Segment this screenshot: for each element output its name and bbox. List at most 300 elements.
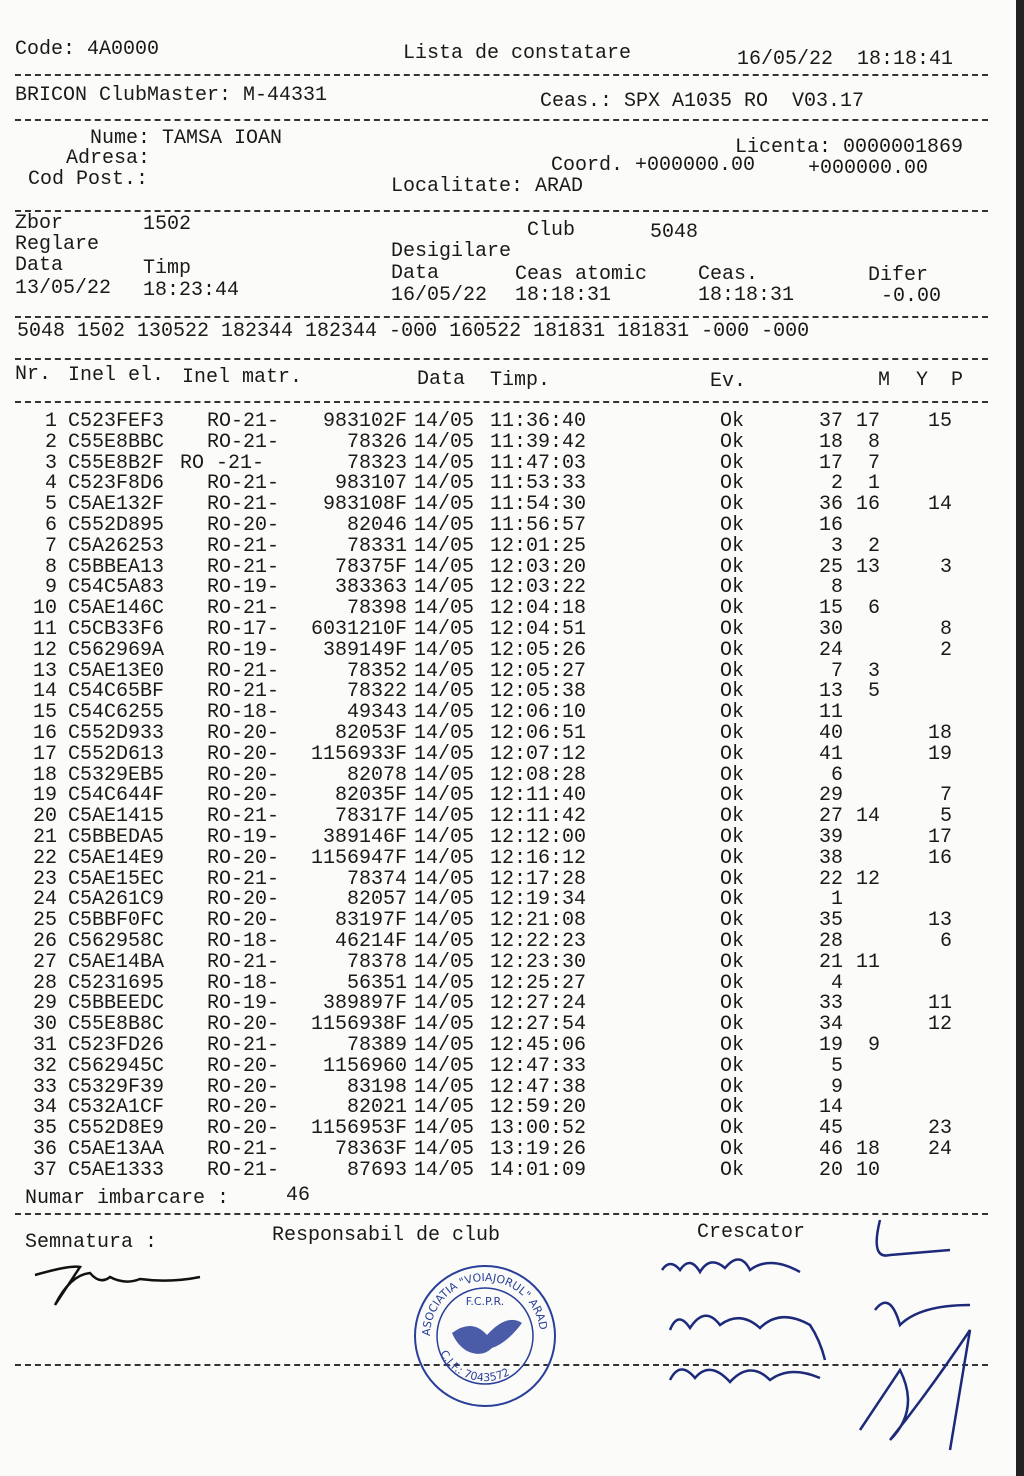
row-time: 12:21:08 (490, 909, 587, 933)
row-inel-number: 46214F (334, 930, 407, 953)
row-nr: 18 (32, 763, 57, 787)
row-m: 39 (818, 826, 843, 849)
row-inel-el: C5AE132F (68, 493, 165, 517)
row-nr: 31 (32, 1034, 57, 1057)
document-title: Lista de constatare (403, 42, 632, 65)
row-y: 10 (855, 1158, 880, 1182)
row-nr: 33 (32, 1075, 57, 1099)
table-row (0, 1077, 1000, 1098)
stamp-middle-text: F.C.P.R. (465, 1295, 505, 1308)
row-m: 7 (830, 659, 843, 683)
row-nr: 20 (32, 805, 57, 829)
row-nr: 7 (44, 534, 57, 558)
table-row (0, 702, 1000, 723)
row-y: 11 (855, 950, 880, 974)
row-date: 14/05 (414, 1054, 475, 1078)
row-inel-el: C5AE1333 (68, 1158, 165, 1182)
crescator-label: Crescator (697, 1221, 806, 1244)
col-ev: Ev. (710, 370, 747, 393)
row-date: 14/05 (414, 950, 475, 974)
table-row (0, 1056, 1000, 1077)
table-row (0, 640, 1000, 661)
desigilare-label: Desigilare (391, 240, 512, 263)
row-inel-matr: RO-21- (207, 659, 280, 683)
row-inel-number: 383363 (334, 576, 407, 600)
row-inel-el: C552D895 (68, 514, 165, 537)
row-inel-el: C532A1CF (68, 1096, 165, 1120)
row-inel-el: C5CB33F6 (68, 618, 165, 641)
row-nr: 29 (32, 992, 57, 1016)
row-nr: 19 (32, 784, 57, 808)
row-m: 16 (818, 514, 843, 537)
row-status: Ok (720, 1138, 745, 1161)
stamp-bottom-text: C.I.F.: 7043572 (437, 1347, 512, 1385)
row-inel-number: 78398 (346, 597, 407, 621)
row-y: 13 (855, 555, 880, 579)
row-inel-el: C5BBEEDC (68, 992, 165, 1016)
row-nr: 1 (44, 410, 57, 433)
row-time: 12:05:26 (490, 638, 587, 662)
row-m: 3 (830, 534, 843, 558)
row-inel-number: 56351 (346, 971, 407, 995)
locality: Localitate: ARAD (391, 175, 584, 198)
row-y: 9 (867, 1034, 880, 1057)
row-inel-matr: RO-21- (207, 805, 280, 829)
row-p: 16 (927, 846, 952, 870)
row-inel-el: C54C644F (68, 784, 165, 808)
flight-label: Zbor (15, 212, 64, 235)
clock-time: 18:18:31 (698, 284, 795, 307)
row-status: Ok (720, 410, 745, 433)
raw-data-line: 5048 1502 130522 182344 182344 -000 160522 181831 181831 -000 -000 (17, 320, 810, 343)
row-date: 14/05 (414, 867, 475, 891)
row-status: Ok (720, 909, 745, 933)
row-status: Ok (720, 888, 745, 912)
row-p: 13 (927, 909, 952, 933)
row-y: 1 (867, 472, 880, 496)
row-nr: 17 (32, 742, 57, 766)
row-nr: 27 (32, 950, 57, 974)
row-inel-matr: RO-20- (207, 846, 280, 870)
row-inel-matr: RO-20- (207, 1096, 280, 1120)
row-inel-matr: RO-20- (207, 742, 280, 766)
row-inel-number: 82053F (334, 722, 407, 745)
row-time: 12:27:24 (490, 992, 587, 1016)
row-nr: 30 (32, 1013, 57, 1037)
row-inel-matr: RO-21- (207, 597, 280, 621)
row-m: 30 (818, 618, 843, 641)
row-time: 12:23:30 (490, 950, 587, 974)
row-inel-number: 983107 (334, 472, 407, 496)
row-date: 14/05 (414, 1013, 475, 1037)
row-time: 12:04:51 (490, 618, 587, 641)
row-inel-matr: RO-21- (207, 950, 280, 974)
row-time: 12:12:00 (490, 826, 587, 849)
row-date: 14/05 (414, 534, 475, 558)
table-row (0, 889, 1000, 910)
row-m: 5 (830, 1054, 843, 1078)
row-inel-el: C54C65BF (68, 680, 165, 704)
row-time: 12:45:06 (490, 1034, 587, 1057)
table-row (0, 952, 1000, 973)
row-nr: 23 (32, 867, 57, 891)
row-y: 7 (867, 451, 880, 475)
row-date: 14/05 (414, 1158, 475, 1182)
row-time: 12:01:25 (490, 534, 587, 558)
row-nr: 13 (32, 659, 57, 683)
row-m: 41 (818, 742, 843, 766)
col-nr: Nr. (15, 363, 52, 386)
row-inel-el: C562958C (68, 930, 165, 953)
row-date: 14/05 (414, 805, 475, 829)
row-inel-matr: RO-21- (207, 1158, 280, 1182)
row-time: 12:47:33 (490, 1054, 587, 1078)
diff-label: Difer (868, 264, 929, 287)
owner-name: Nume: TAMSA IOAN (90, 127, 283, 150)
table-row (0, 1035, 1000, 1056)
row-inel-matr: RO-20- (207, 514, 280, 537)
row-date: 14/05 (414, 576, 475, 600)
row-inel-el: C5BBEA13 (68, 555, 165, 579)
row-time: 12:25:27 (490, 971, 587, 995)
row-m: 24 (818, 638, 843, 662)
row-inel-matr: RO-20- (207, 1075, 280, 1099)
row-inel-matr: RO-20- (207, 784, 280, 808)
row-status: Ok (720, 472, 745, 496)
row-nr: 34 (32, 1096, 57, 1120)
signature-label: Semnatura : (25, 1231, 158, 1254)
row-inel-el: C552D933 (68, 722, 165, 745)
row-inel-matr: RO-21- (207, 472, 280, 496)
row-inel-number: 78323 (346, 451, 407, 475)
row-y: 6 (867, 597, 880, 621)
table-row (0, 411, 1000, 432)
row-p: 19 (927, 742, 952, 766)
row-y: 2 (867, 534, 880, 558)
row-status: Ok (720, 722, 745, 745)
row-inel-number: 82078 (346, 763, 407, 787)
row-status: Ok (720, 992, 745, 1016)
coordinates-2: +000000.00 (808, 157, 929, 180)
col-timp: Timp. (490, 369, 551, 392)
row-status: Ok (720, 763, 745, 787)
atomic-clock-label: Ceas atomic (515, 263, 648, 286)
reglare-label: Reglare (15, 233, 100, 256)
row-status: Ok (720, 451, 745, 475)
row-time: 12:17:28 (490, 867, 587, 891)
row-m: 28 (818, 930, 843, 953)
row-inel-el: C5AE13E0 (68, 659, 165, 683)
row-time: 12:22:23 (490, 930, 587, 953)
row-inel-number: 78374 (346, 867, 407, 891)
table-row (0, 931, 1000, 952)
desig-date-label: Data (391, 262, 440, 285)
row-inel-el: C5AE15EC (68, 867, 165, 891)
row-time: 11:53:33 (490, 472, 587, 496)
row-time: 11:39:42 (490, 430, 587, 454)
row-status: Ok (720, 1096, 745, 1120)
row-status: Ok (720, 555, 745, 579)
table-row (0, 723, 1000, 744)
row-time: 12:04:18 (490, 597, 587, 621)
row-inel-el: C55E8B8C (68, 1013, 165, 1037)
row-m: 17 (818, 451, 843, 475)
row-status: Ok (720, 534, 745, 558)
row-inel-el: C562945C (68, 1054, 165, 1078)
row-status: Ok (720, 680, 745, 704)
row-p: 12 (927, 1013, 952, 1037)
table-row (0, 453, 1000, 474)
row-status: Ok (720, 950, 745, 974)
row-time: 12:03:20 (490, 555, 587, 579)
table-row (0, 557, 1000, 578)
row-inel-number: 78326 (346, 430, 407, 454)
row-inel-matr: RO-21- (207, 493, 280, 517)
row-time: 12:05:27 (490, 659, 587, 683)
divider (15, 74, 988, 76)
row-inel-el: C5A261C9 (68, 888, 165, 912)
col-p: P (951, 369, 964, 392)
row-nr: 37 (32, 1158, 57, 1182)
row-nr: 2 (44, 430, 57, 454)
row-date: 14/05 (414, 930, 475, 953)
row-inel-matr: RO-19- (207, 638, 280, 662)
row-m: 11 (818, 701, 843, 725)
imbarcare-count: 46 (286, 1184, 311, 1207)
row-status: Ok (720, 846, 745, 870)
row-time: 12:27:54 (490, 1013, 587, 1037)
col-m: M (878, 369, 891, 392)
row-inel-el: C5BBF0FC (68, 909, 165, 933)
row-inel-matr: RO-20- (207, 722, 280, 745)
row-p: 17 (927, 826, 952, 849)
row-nr: 36 (32, 1138, 57, 1161)
table-row (0, 785, 1000, 806)
row-inel-number: 78375F (334, 555, 407, 579)
row-time: 12:11:40 (490, 784, 587, 808)
row-inel-el: C54C6255 (68, 701, 165, 725)
row-time: 12:03:22 (490, 576, 587, 600)
scan-edge (1016, 0, 1024, 1476)
row-inel-matr: RO-18- (207, 701, 280, 725)
row-m: 25 (818, 555, 843, 579)
row-inel-number: 82021 (346, 1096, 407, 1120)
table-row (0, 577, 1000, 598)
row-time: 12:06:51 (490, 722, 587, 745)
row-inel-number: 78352 (346, 659, 407, 683)
table-row (0, 827, 1000, 848)
row-inel-number: 78322 (346, 680, 407, 704)
row-time: 12:07:12 (490, 742, 587, 766)
row-inel-el: C5AE1415 (68, 805, 165, 829)
row-date: 14/05 (414, 971, 475, 995)
row-p: 7 (939, 784, 952, 808)
row-nr: 12 (32, 638, 57, 662)
row-inel-el: C562969A (68, 638, 165, 662)
row-inel-number: 1156933F (310, 742, 407, 766)
row-y: 3 (867, 659, 880, 683)
row-inel-matr: RO-21- (207, 410, 280, 433)
row-status: Ok (720, 701, 745, 725)
row-m: 27 (818, 805, 843, 829)
table-row (0, 973, 1000, 994)
row-status: Ok (720, 1158, 745, 1182)
row-inel-number: 78317F (334, 805, 407, 829)
col-inel-matr: Inel matr. (182, 366, 303, 389)
table-row (0, 536, 1000, 557)
row-date: 14/05 (414, 846, 475, 870)
table-row (0, 1160, 1000, 1181)
row-m: 6 (830, 763, 843, 787)
row-inel-matr: RO-20- (207, 1054, 280, 1078)
row-nr: 9 (44, 576, 57, 600)
row-date: 14/05 (414, 638, 475, 662)
flight-number: 1502 (143, 213, 192, 236)
row-date: 14/05 (414, 722, 475, 745)
coordinates: Coord. +000000.00 (551, 154, 756, 177)
row-nr: 15 (32, 701, 57, 725)
row-m: 19 (818, 1034, 843, 1057)
row-status: Ok (720, 659, 745, 683)
row-m: 45 (818, 1117, 843, 1141)
row-inel-el: C55E8BBC (68, 430, 165, 454)
row-time: 12:59:20 (490, 1096, 587, 1120)
row-status: Ok (720, 618, 745, 641)
row-inel-matr: RO-21- (207, 430, 280, 454)
postal-code-label: Cod Post.: (28, 168, 149, 191)
row-date: 14/05 (414, 763, 475, 787)
row-date: 14/05 (414, 680, 475, 704)
row-date: 14/05 (414, 618, 475, 641)
row-nr: 22 (32, 846, 57, 870)
row-status: Ok (720, 1054, 745, 1078)
row-date: 14/05 (414, 826, 475, 849)
row-inel-number: 983102F (322, 410, 407, 433)
row-time: 13:19:26 (490, 1138, 587, 1161)
row-inel-matr: RO-20- (207, 888, 280, 912)
row-inel-matr: RO-19- (207, 826, 280, 849)
license: Licenta: 0000001869 (735, 136, 964, 159)
row-status: Ok (720, 742, 745, 766)
row-m: 8 (830, 576, 843, 600)
row-date: 14/05 (414, 1096, 475, 1120)
row-nr: 11 (32, 618, 57, 641)
pigeon-icon (452, 1320, 522, 1354)
row-inel-number: 82046 (346, 514, 407, 537)
row-status: Ok (720, 784, 745, 808)
diff-value: -0.00 (881, 285, 942, 308)
row-nr: 16 (32, 722, 57, 745)
table-row (0, 494, 1000, 515)
row-inel-number: 87693 (346, 1158, 407, 1182)
row-nr: 28 (32, 971, 57, 995)
row-inel-matr: RO-21- (207, 867, 280, 891)
row-y: 17 (855, 410, 880, 433)
row-date: 14/05 (414, 888, 475, 912)
divider (15, 358, 988, 360)
row-inel-number: 1156938F (310, 1013, 407, 1037)
table-row (0, 1139, 1000, 1160)
table-row (0, 432, 1000, 453)
reglare-date: 13/05/22 (15, 277, 112, 300)
row-status: Ok (720, 493, 745, 517)
row-nr: 21 (32, 826, 57, 849)
row-date: 14/05 (414, 992, 475, 1016)
row-inel-el: C5AE146C (68, 597, 165, 621)
row-status: Ok (720, 514, 745, 537)
row-inel-matr: RO-18- (207, 971, 280, 995)
row-status: Ok (720, 805, 745, 829)
row-p: 3 (939, 555, 952, 579)
atomic-clock-time: 18:18:31 (515, 284, 612, 307)
row-p: 2 (939, 638, 952, 662)
club-number: 5048 (650, 221, 699, 244)
table-row (0, 910, 1000, 931)
row-date: 14/05 (414, 430, 475, 454)
imbarcare-label: Numar imbarcare : (25, 1187, 230, 1210)
row-status: Ok (720, 576, 745, 600)
row-time: 12:05:38 (490, 680, 587, 704)
row-date: 14/05 (414, 701, 475, 725)
table-row (0, 744, 1000, 765)
row-inel-number: 78331 (346, 534, 407, 558)
row-inel-number: 1156960 (322, 1054, 407, 1078)
row-time: 11:47:03 (490, 451, 587, 475)
row-inel-number: 1156947F (310, 846, 407, 870)
row-inel-number: 78363F (334, 1138, 407, 1161)
table-row (0, 993, 1000, 1014)
row-inel-matr: RO-21- (207, 1138, 280, 1161)
row-inel-number: 389149F (322, 638, 407, 662)
row-status: Ok (720, 1034, 745, 1057)
row-inel-number: 1156953F (310, 1117, 407, 1141)
row-m: 20 (818, 1158, 843, 1182)
row-inel-el: C54C5A83 (68, 576, 165, 600)
row-m: 29 (818, 784, 843, 808)
row-date: 14/05 (414, 1117, 475, 1141)
row-inel-el: C55E8B2F (68, 451, 165, 475)
row-inel-matr: RO-17- (207, 618, 280, 641)
row-p: 18 (927, 722, 952, 745)
row-inel-number: 83197F (334, 909, 407, 933)
row-nr: 32 (32, 1054, 57, 1078)
row-p: 23 (927, 1117, 952, 1141)
row-inel-number: 82057 (346, 888, 407, 912)
row-inel-el: C552D8E9 (68, 1117, 165, 1141)
row-inel-el: C5A26253 (68, 534, 165, 558)
row-m: 40 (818, 722, 843, 745)
desig-date: 16/05/22 (391, 284, 488, 307)
row-inel-matr: RO-20- (207, 763, 280, 787)
row-time: 12:16:12 (490, 846, 587, 870)
row-status: Ok (720, 1013, 745, 1037)
row-y: 18 (855, 1138, 880, 1161)
row-inel-matr: RO-20- (207, 1117, 280, 1141)
table-row (0, 765, 1000, 786)
row-status: Ok (720, 1075, 745, 1099)
row-inel-number: 82035F (334, 784, 407, 808)
table-row (0, 1097, 1000, 1118)
handwritten-signatures (650, 1210, 990, 1470)
row-y: 8 (867, 430, 880, 454)
table-row (0, 661, 1000, 682)
row-p: 15 (927, 410, 952, 433)
row-m: 4 (830, 971, 843, 995)
row-date: 14/05 (414, 659, 475, 683)
row-date: 14/05 (414, 514, 475, 537)
row-inel-el: C5329EB5 (68, 763, 165, 787)
row-time: 11:36:40 (490, 410, 587, 433)
